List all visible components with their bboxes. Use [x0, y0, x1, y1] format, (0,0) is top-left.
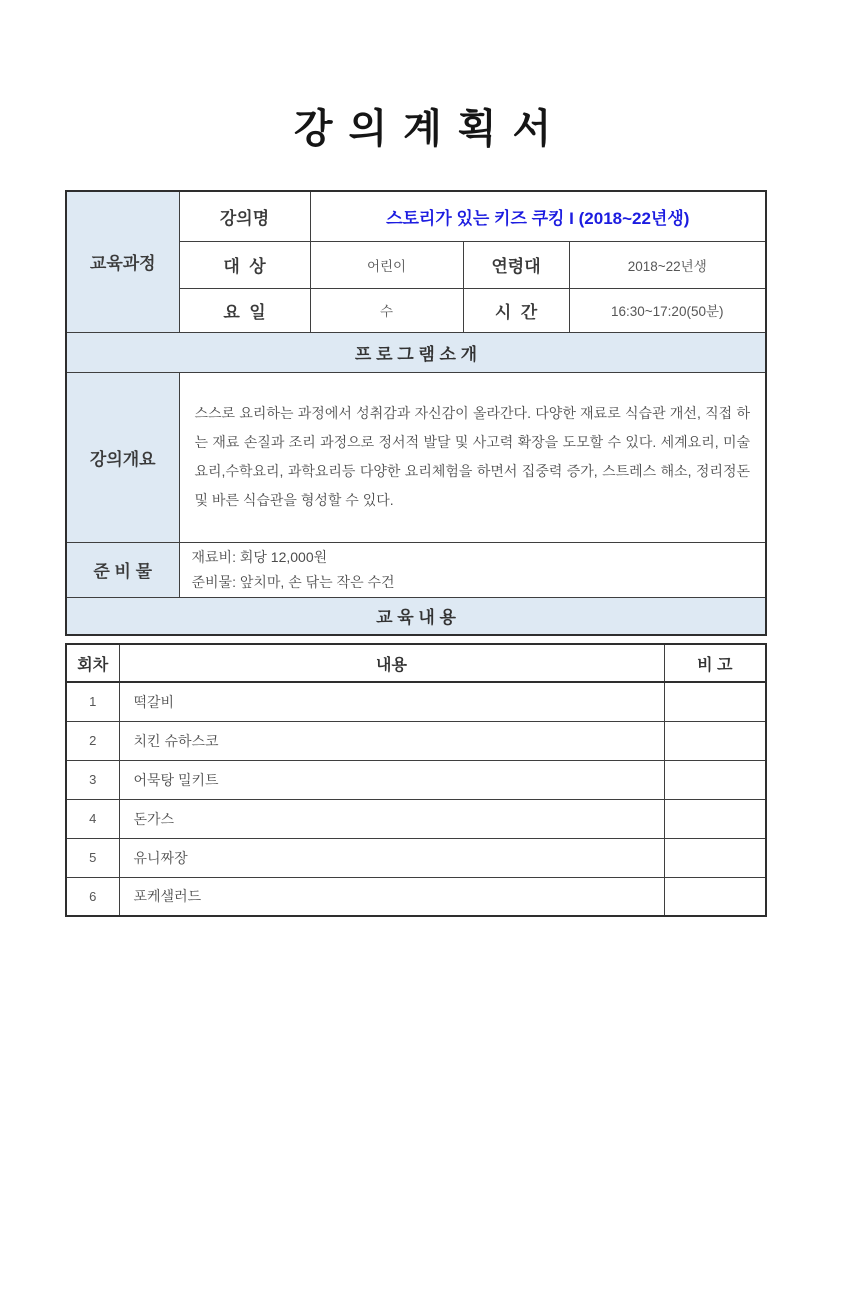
session-content: 유니짜장: [119, 838, 664, 877]
course-info-table: [65, 190, 767, 636]
page-title: 강 의 계 획 서: [293, 106, 555, 151]
session-content: 떡갈비: [119, 682, 664, 721]
course-name-value: 스토리가 있는 키즈 쿠킹 I (2018~22년생): [310, 191, 766, 241]
schedule-row: [66, 838, 766, 877]
session-number: 6: [66, 877, 119, 916]
session-note: [664, 760, 766, 799]
education-content-band: 교 육 내 용: [66, 597, 766, 635]
overview-text: 스스로 요리하는 과정에서 성취감과 자신감이 올라간다. 다양한 재료로 식습관 개선, 직접 하는 재료 손질과 조리 과정으로 정서적 발달 및 사고력 확장을 도모할 수 있다. 세계요리, 미술요리,수학요리, 과학요리등 다양한 요리체험을 하면서 집중력 증가, 스트레스 해소, 정리정돈 및 바른 식습관을 형성할 수 있다.: [179, 372, 766, 542]
day-label: 요 일: [179, 288, 310, 332]
session-content: 포케샐러드: [119, 877, 664, 916]
materials-label: 준 비 물: [66, 542, 179, 597]
schedule-row: [66, 721, 766, 760]
schedule-row: [66, 799, 766, 838]
session-note: [664, 682, 766, 721]
course-name-label: 강의명: [179, 191, 310, 241]
schedule-row: [66, 877, 766, 916]
schedule-header-session: 회차: [66, 644, 119, 682]
time-label: 시 간: [463, 288, 569, 332]
schedule-row: [66, 760, 766, 799]
time-value: 16:30~17:20(50분): [569, 288, 766, 332]
target-value: 어린이: [310, 241, 463, 288]
session-number: 1: [66, 682, 119, 721]
session-content: 치킨 슈하스코: [119, 721, 664, 760]
session-number: 3: [66, 760, 119, 799]
age-range-label: 연령대: [463, 241, 569, 288]
session-note: [664, 799, 766, 838]
schedule-header-note: 비 고: [664, 644, 766, 682]
program-intro-band: 프 로 그 램 소 개: [66, 332, 766, 372]
session-note: [664, 721, 766, 760]
session-number: 4: [66, 799, 119, 838]
schedule-header-content: 내용: [119, 644, 664, 682]
target-label: 대 상: [179, 241, 310, 288]
schedule-row: [66, 682, 766, 721]
age-range-value: 2018~22년생: [569, 241, 766, 288]
course-section-cell: 교육과정: [66, 191, 179, 332]
schedule-table: [65, 643, 767, 917]
materials-line-fee: 재료비: 회당 12,000원: [191, 548, 328, 565]
overview-label: 강의개요: [66, 372, 179, 542]
day-value: 수: [310, 288, 463, 332]
materials-cell: [179, 542, 766, 597]
session-note: [664, 877, 766, 916]
session-number: 5: [66, 838, 119, 877]
materials-line-items: 준비물: 앞치마, 손 닦는 작은 수건: [191, 573, 395, 590]
session-number: 2: [66, 721, 119, 760]
session-content: 어묵탕 밀키트: [119, 760, 664, 799]
session-content: 돈가스: [119, 799, 664, 838]
session-note: [664, 838, 766, 877]
